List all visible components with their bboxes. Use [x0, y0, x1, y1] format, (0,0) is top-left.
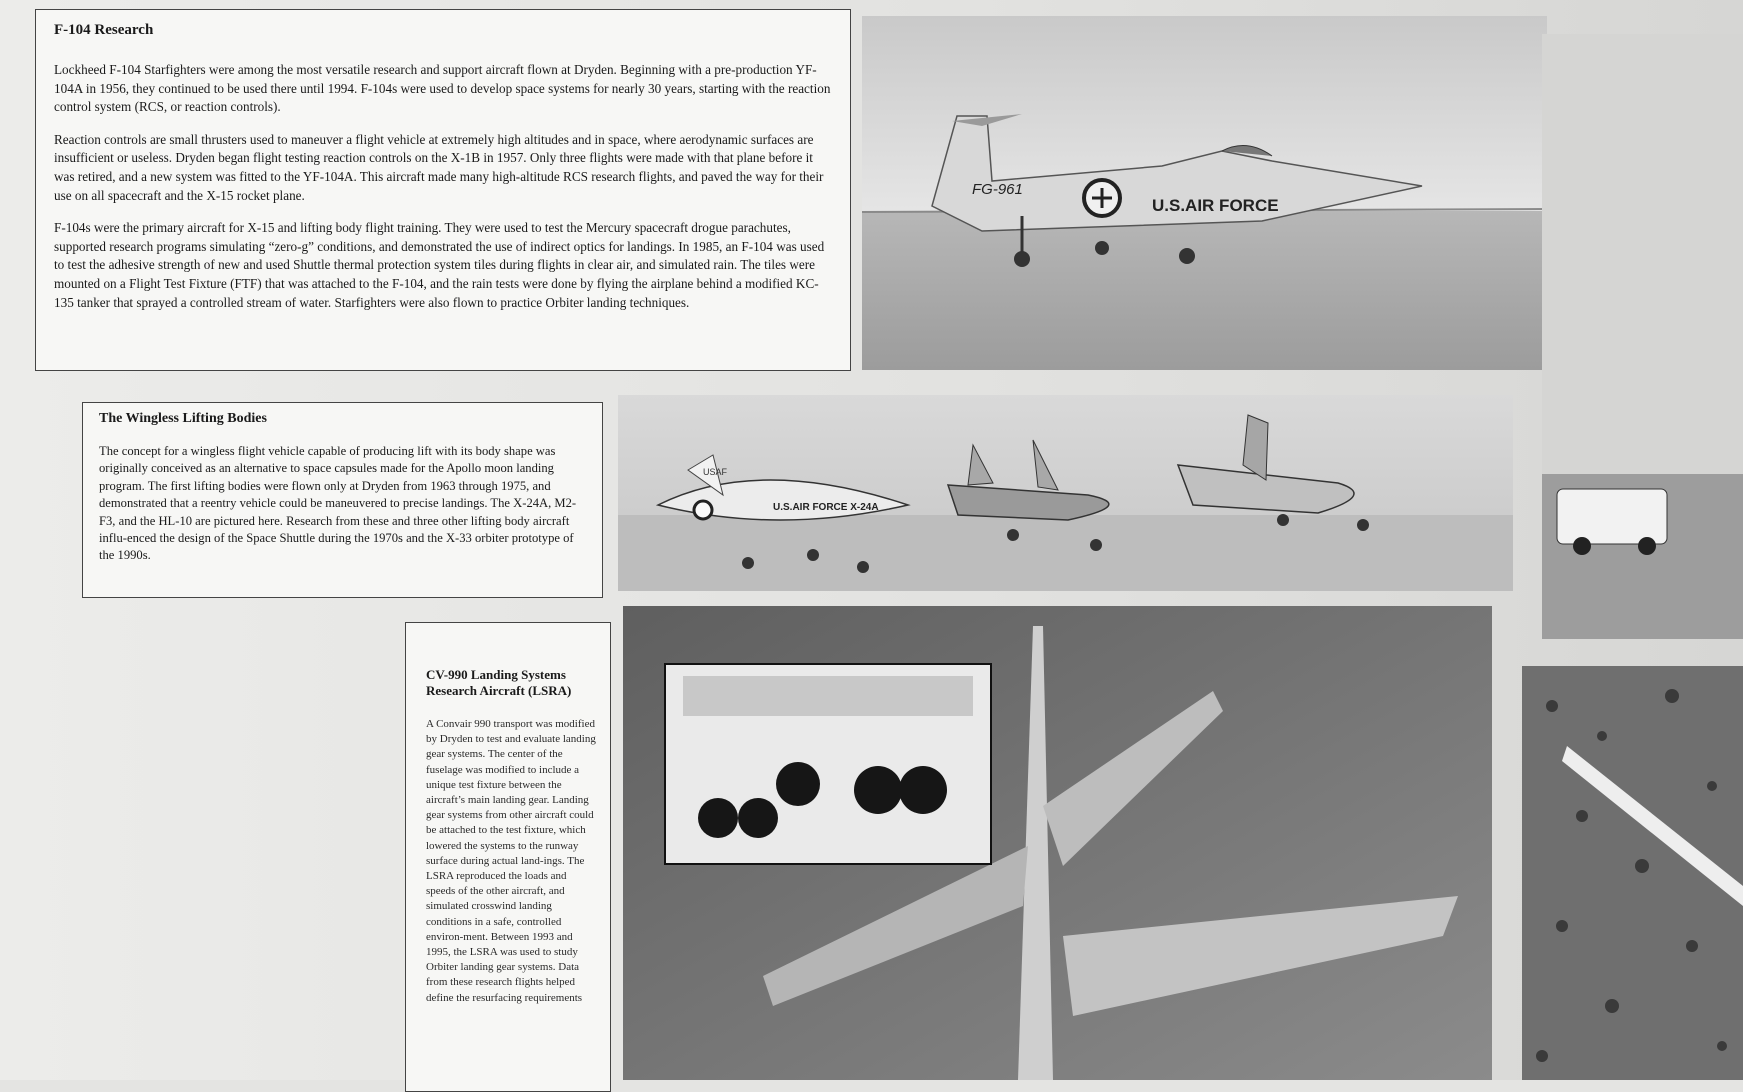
f104-paragraph: Lockheed F-104 Starfighters were among the most versatile research and support aircraft flown at Dryden. Beginning with a pre-production YF-104A in 1956, they continued to be used there until 1994. F-104s were used to develop space systems for nearly 30 years, starting with the reaction control system (RCS, or reaction controls). [54, 62, 831, 115]
partial-desert-photo [1522, 666, 1743, 1080]
f104-paragraph: F-104s were the primary aircraft for X-15 and lifting body flight training. They were used to test the Mercury spacecraft drogue parachutes, supported research programs simulating “zero-g” conditions, and demonstrated the use of indirect optics for landings. In 1985, an F-104 was used to test the adhesive strength of new and used Shuttle thermal protection system tiles during flights in clear air, and simulated rain. The tiles were mounted on a Flight Test Fixture (FTF) that was attached to the F-104, and the rain tests were done by flying the airplane behind a modified KC-135 tanker that sprayed a controlled stream of water. Starfighters were also flown to practice Orbiter landing techniques. [54, 220, 825, 310]
f104-photo [862, 16, 1547, 370]
cv990-photo [623, 606, 1492, 1080]
lifting-bodies-photo [618, 395, 1513, 591]
f104-fuselage-marking: U.S.AIR FORCE [1152, 196, 1279, 215]
partial-runway-photo [1542, 34, 1743, 639]
f104-panel-title: F-104 Research [54, 22, 154, 38]
x24a-usaf-marking: USAF [703, 467, 728, 477]
f104-tail-marking: FG-961 [972, 181, 1023, 198]
f104-paragraph: Reaction controls are small thrusters used to maneuver a flight vehicle at extremely high altitudes and in space, where aerodynamic surfaces are insufficient or useless. Dryden began flight testing reaction controls on the X-1B in 1957. Only three flights were made with that plane before it was retired, and a new system was fitted to the YF-104A. This aircraft made many high-altitude RCS research flights, and paved the way for their use on all spacecraft and the X-15 rocket plane. [54, 131, 824, 203]
lifting-bodies-panel [82, 402, 603, 598]
f104-research-panel [35, 9, 851, 371]
cv990-title: CV-990 Landing Systems Research Aircraft (LSRA) [426, 667, 572, 698]
cv990-lsra-panel [405, 622, 611, 1092]
x24a-marking: U.S.AIR FORCE X-24A [773, 502, 879, 513]
cv990-paragraph: A Convair 990 transport was modified by Dryden to test and evaluate landing gear systems. The center of the fuselage was modified to include a unique test fixture between the aircraft’s main landing gear. Landing gear systems from other aircraft could be attached to the test fixture, which lowered the systems to the runway surface during actual land-ings. The LSRA reproduced the loads and speeds of the other aircraft, and simulated crosswind landing conditions in a safe, controlled environ-ment. Between 1993 and 1995, the LSRA was used to study Orbiter landing gear systems. Data from these research flights helped define the resurfacing requirements [426, 718, 596, 1004]
lifting-bodies-paragraph: The concept for a wingless flight vehicle capable of producing lift with its body shape was originally conceived as an alternative to space capsules made for the Apollo moon landing program. The first lifting bodies were flown only at Dryden from 1963 through 1975, and demonstrated that a reentry vehicle could be maneuvered to precise landings. The X-24A, M2-F3, and the HL-10 are pictured here. Research from these and three other lifting body aircraft influ-enced the design of the Space Shuttle during the 1970s and the X-33 orbiter prototype of the 1990s. [99, 444, 577, 563]
lifting-bodies-title: The Wingless Lifting Bodies [99, 411, 267, 426]
